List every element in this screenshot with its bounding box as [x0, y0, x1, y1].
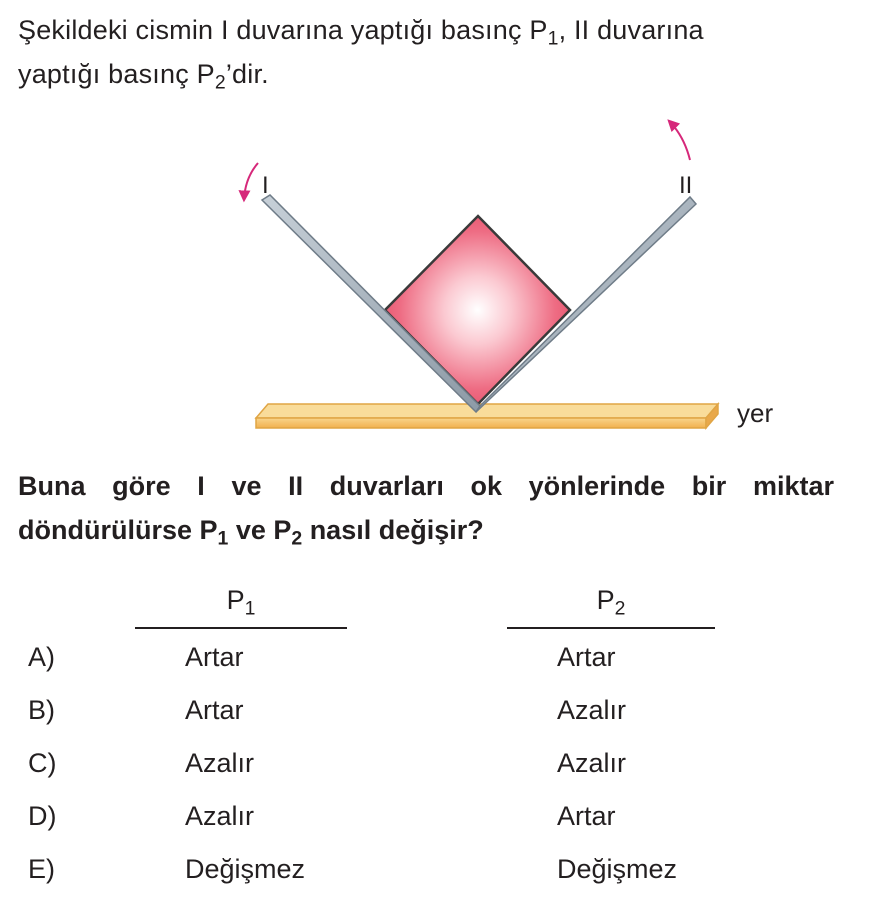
subscript-1: 1: [547, 27, 559, 50]
column-rule-p1: [135, 627, 347, 629]
option-p1: Artar: [185, 642, 244, 672]
question-text-1: Buna göre I ve II duvarları ok yönlerinde bir miktar döndürülürse P: [18, 471, 834, 545]
option-letter: B): [28, 695, 55, 725]
wall-2-label: II: [679, 172, 693, 199]
option-letter: D): [28, 801, 57, 831]
option-letter: A): [28, 642, 55, 672]
intro-text-2: , II duvarına: [558, 15, 704, 45]
option-p2: Artar: [557, 642, 616, 672]
problem-statement: [18, 8, 848, 96]
ground-label: yer: [737, 398, 774, 428]
block: [385, 216, 570, 404]
question-subscript-2: 2: [291, 527, 303, 550]
wall-1-label: I: [262, 172, 269, 199]
physics-figure: [230, 108, 790, 438]
question-subscript-1: 1: [217, 527, 229, 550]
option-p1: Azalır: [185, 801, 255, 831]
subscript-2: 2: [214, 71, 226, 94]
option-letter: C): [28, 748, 57, 778]
column-rule-p2: [507, 627, 715, 629]
question-text: [18, 464, 834, 552]
option-letter: E): [28, 854, 55, 884]
column-header-p2-letter: P: [596, 585, 615, 615]
intro-text-1: Şekildeki cismin I duvarına yaptığı basınç P: [18, 15, 548, 45]
rotation-arrow-left-icon: [244, 163, 258, 200]
intro-text-4: ’dir.: [225, 59, 269, 89]
option-p2: Azalır: [557, 695, 627, 725]
question-text-3: nasıl değişir?: [302, 515, 484, 545]
column-header-p1-letter: P: [226, 585, 245, 615]
rotation-arrow-right-icon: [669, 121, 690, 160]
option-p1: Azalır: [185, 748, 255, 778]
ground-plate: [256, 404, 718, 428]
option-p2: Değişmez: [557, 854, 678, 884]
option-p1: Artar: [185, 695, 244, 725]
column-header-p1: [135, 585, 347, 620]
column-header-p2: [507, 585, 715, 620]
option-p2: Artar: [557, 801, 616, 831]
intro-text-3: yaptığı basınç P: [18, 59, 215, 89]
option-p1: Değişmez: [185, 854, 306, 884]
question-text-2: ve P: [228, 515, 292, 545]
option-p2: Azalır: [557, 748, 627, 778]
column-header-p1-sub: 1: [244, 597, 256, 620]
column-header-p2-sub: 2: [614, 597, 626, 620]
